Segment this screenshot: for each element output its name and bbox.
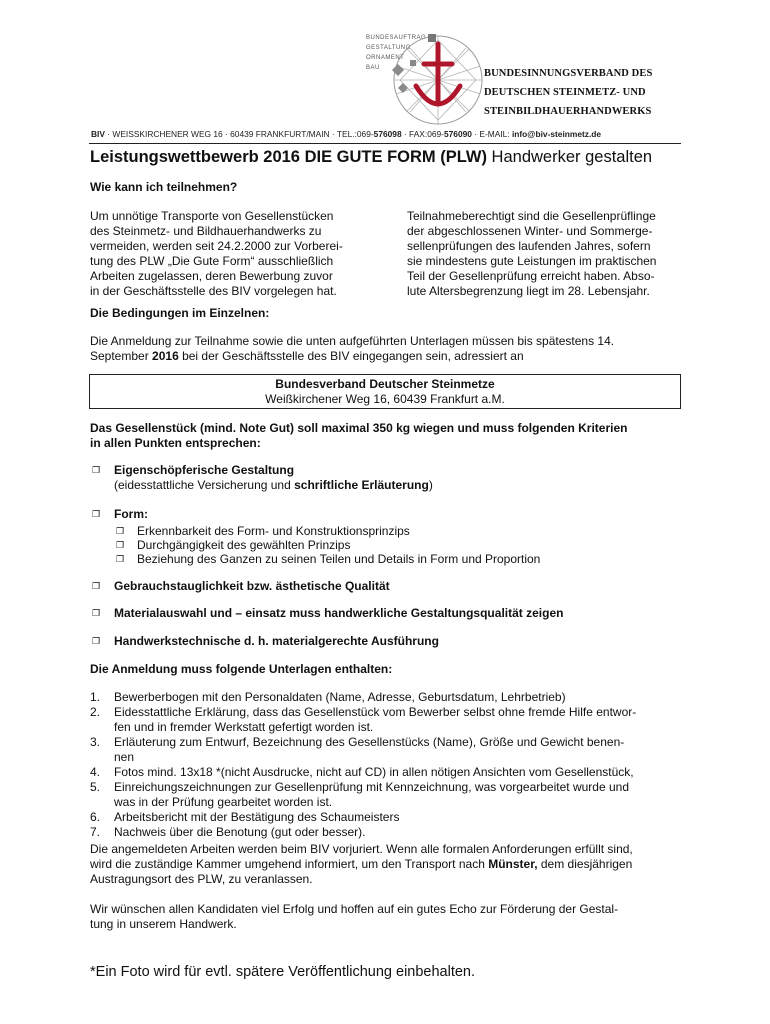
item-number: 4. — [90, 765, 101, 779]
criterion-note — [114, 478, 433, 493]
conditions-line — [90, 349, 614, 364]
item-line: fen und in fremder Werkstatt gefertigt worden ist. — [114, 720, 374, 734]
item-line: Eidesstattliche Erklärung, dass das Gesellenstück vom Bewerber selbst ohne fremde Hilfe entwor- — [114, 705, 637, 719]
title-rest: Handwerker gestalten — [486, 148, 653, 166]
contact-tel: 576098 — [373, 129, 402, 139]
form-subcriterion: Durchgängigkeit des gewählten Prinzips — [137, 538, 351, 552]
item-text: Nachweis über die Benotung (gut oder besser). — [114, 825, 366, 839]
col-line: Teilnahmeberechtigt sind die Gesellenprüflinge — [407, 209, 656, 223]
org-line: STEINBILDHAUERHANDWERKS — [484, 106, 652, 117]
how-to-participate-heading: Wie kann ich teilnehmen? — [90, 180, 238, 194]
checkbox-bullet-icon: ❒ — [92, 608, 101, 618]
conditions-heading: Die Bedingungen im Einzelnen: — [90, 306, 270, 320]
title-bold: Leistungswettbewerb 2016 DIE GUTE FORM (PLW) — [90, 148, 487, 166]
item-number: 2. — [90, 705, 101, 719]
wishes-paragraph — [90, 902, 618, 932]
paragraph-line — [90, 857, 633, 872]
list-item — [90, 825, 636, 840]
documents-heading: Die Anmeldung muss folgende Unterlagen enthalten: — [90, 662, 393, 676]
text-span: schriftliche Erläuterung — [294, 478, 429, 492]
criterion-creative-design — [114, 463, 433, 493]
text-span: (eidesstattliche Versicherung und — [114, 478, 295, 492]
conditions-paragraph — [90, 334, 614, 364]
criterion-title: Eigenschöpferische Gestaltung — [114, 463, 295, 477]
contact-fax-label: · FAX:069- — [401, 129, 444, 139]
address-street: Weißkirchener Weg 16, 60439 Frankfurt a.M. — [265, 392, 505, 406]
col-line: tung des PLW „Die Gute Form“ ausschließlich — [90, 254, 334, 268]
item-line: was in der Prüfung gearbeitet worden ist. — [114, 795, 333, 809]
text-span: September — [90, 349, 153, 363]
checkbox-bullet-icon: ❒ — [116, 526, 125, 536]
col-line: Arbeiten zugelassen, deren Bewerbung zuvor — [90, 269, 333, 283]
form-subcriterion: Erkennbarkeit des Form- und Konstruktionsprinzips — [137, 524, 410, 538]
address-box — [89, 374, 681, 409]
guild-emblem-icon — [380, 30, 484, 130]
text-span: bei der Geschäftsstelle des BIV eingegangen sein, adressiert an — [178, 349, 524, 363]
criteria-intro — [90, 421, 627, 451]
list-item — [90, 780, 636, 810]
col-line: sellenprüfungen des laufenden Jahres, sofern — [407, 239, 651, 253]
org-line: DEUTSCHEN STEINMETZ- UND — [484, 87, 646, 98]
form-subcriterion: Beziehung des Ganzen zu seinen Teilen und Details in Form und Proportion — [137, 552, 541, 566]
checkbox-bullet-icon: ❒ — [92, 509, 101, 519]
contact-fax: 576090 — [443, 129, 472, 139]
address-recipient: Bundesverband Deutscher Steinmetze — [275, 377, 495, 391]
page-title — [90, 148, 652, 167]
item-line: Erläuterung zum Entwurf, Bezeichnung des Gesellenstücks (Name), Größe und Gewicht benen- — [114, 735, 625, 749]
contact-line — [91, 129, 601, 139]
organization-name — [484, 64, 652, 121]
documents-list — [90, 690, 636, 840]
col-line: der abgeschlossenen Winter- und Sommerge- — [407, 224, 653, 238]
item-number: 3. — [90, 735, 101, 749]
text-span: dem diesjährigen — [537, 857, 633, 871]
list-item — [90, 765, 636, 780]
item-text — [114, 705, 636, 735]
logo-line: BAU — [366, 65, 380, 71]
col-line: Um unnötige Transporte von Gesellenstücken — [90, 209, 334, 223]
item-line: Einreichungszeichnungen zur Gesellenprüfung mit Kennzeichnung, was vorgearbeitet wurde und — [114, 780, 629, 794]
contact-address: · WEISSKIRCHENER WEG 16 · 60439 FRANKFURT/MAIN · TEL.:069- — [104, 129, 374, 139]
list-item — [90, 705, 636, 735]
col-line: in der Geschäftsstelle des BIV vorgelegen hat. — [90, 284, 337, 298]
logo-line: GESTALTUNG — [366, 45, 411, 51]
venue-city: Münster, — [488, 857, 538, 871]
footnote: *Ein Foto wird für evtl. spätere Veröffentlichung einbehalten. — [90, 964, 476, 980]
criterion-form: Form: — [114, 507, 148, 521]
org-line: BUNDESINNUNGSVERBAND DES — [484, 68, 653, 79]
checkbox-bullet-icon: ❒ — [116, 554, 125, 564]
checkbox-bullet-icon: ❒ — [92, 581, 101, 591]
item-number: 5. — [90, 780, 101, 794]
contact-email-link[interactable]: info@biv-steinmetz.de — [511, 129, 602, 139]
checkbox-bullet-icon: ❒ — [92, 636, 101, 646]
item-text — [114, 780, 629, 810]
col-line: Teil der Gesellenprüfung erreicht haben. Abso- — [407, 269, 655, 283]
checkbox-bullet-icon: ❒ — [116, 540, 125, 550]
list-item — [90, 810, 636, 825]
deadline-year: 2016 — [152, 349, 179, 363]
text-span: wird die zuständige Kammer umgehend informiert, um den Transport nach — [90, 857, 489, 871]
item-text: Fotos mind. 13x18 *(nicht Ausdrucke, nicht auf CD) in allen nötigen Ansichten vom Gesellenstück, — [114, 765, 634, 779]
intro-column-right — [407, 209, 681, 299]
contact-prefix: BIV — [91, 129, 105, 139]
col-line: lute Altersbegrenzung liegt im 28. Lebensjahr. — [407, 284, 650, 298]
paragraph-line: Wir wünschen allen Kandidaten viel Erfolg und hoffen auf ein gutes Echo zur Förderung der Gestal- — [90, 902, 619, 916]
item-number: 6. — [90, 810, 101, 824]
item-text — [114, 735, 624, 765]
col-line: vermeiden, werden seit 24.2.2000 zur Vorberei- — [90, 239, 343, 253]
paragraph-line: Austragungsort des PLW, zu veranlassen. — [90, 872, 313, 886]
paragraph-line: Die angemeldeten Arbeiten werden beim BIV vorjuriert. Wenn alle formalen Anforderungen erfüllt sind, — [90, 842, 633, 856]
item-line: nen — [114, 750, 135, 764]
checkbox-bullet-icon: ❒ — [92, 465, 101, 475]
logo-line: ORNAMENT — [366, 55, 405, 61]
intro-column-left — [90, 209, 364, 299]
item-text: Arbeitsbericht mit der Bestätigung des Schaumeisters — [114, 810, 400, 824]
criterion-craftsmanship: Handwerkstechnische d. h. materialgerechte Ausführung — [114, 634, 439, 648]
criteria-intro-line: Das Gesellenstück (mind. Note Gut) soll maximal 350 kg wiegen und muss folgenden Kriterien — [90, 421, 628, 435]
logo-line: BUNDESAUFTRAG — [366, 35, 427, 41]
item-number: 7. — [90, 825, 101, 839]
criterion-usability: Gebrauchstauglichkeit bzw. ästhetische Qualität — [114, 579, 390, 593]
paragraph-line: tung in unserem Handwerk. — [90, 917, 237, 931]
list-item — [90, 690, 636, 705]
conditions-line: Die Anmeldung zur Teilnahme sowie die unten aufgeführten Unterlagen müssen bis spätestens 14. — [90, 334, 615, 348]
list-item — [90, 735, 636, 765]
header-divider — [89, 143, 681, 144]
criterion-material: Materialauswahl und – einsatz muss handwerkliche Gestaltungsqualität zeigen — [114, 606, 564, 620]
item-number: 1. — [90, 690, 101, 704]
criteria-intro-line: in allen Punkten entsprechen: — [90, 436, 261, 450]
contact-mail-label: · E-MAIL: — [471, 129, 512, 139]
jury-paragraph — [90, 842, 633, 887]
text-span: ) — [428, 478, 433, 492]
col-line: des Steinmetz- und Bildhauerhandwerks zu — [90, 224, 322, 238]
item-text: Bewerberbogen mit den Personaldaten (Name, Adresse, Geburtsdatum, Lehrbetrieb) — [114, 690, 566, 704]
col-line: sie mindestens gute Leistungen im praktischen — [407, 254, 657, 268]
